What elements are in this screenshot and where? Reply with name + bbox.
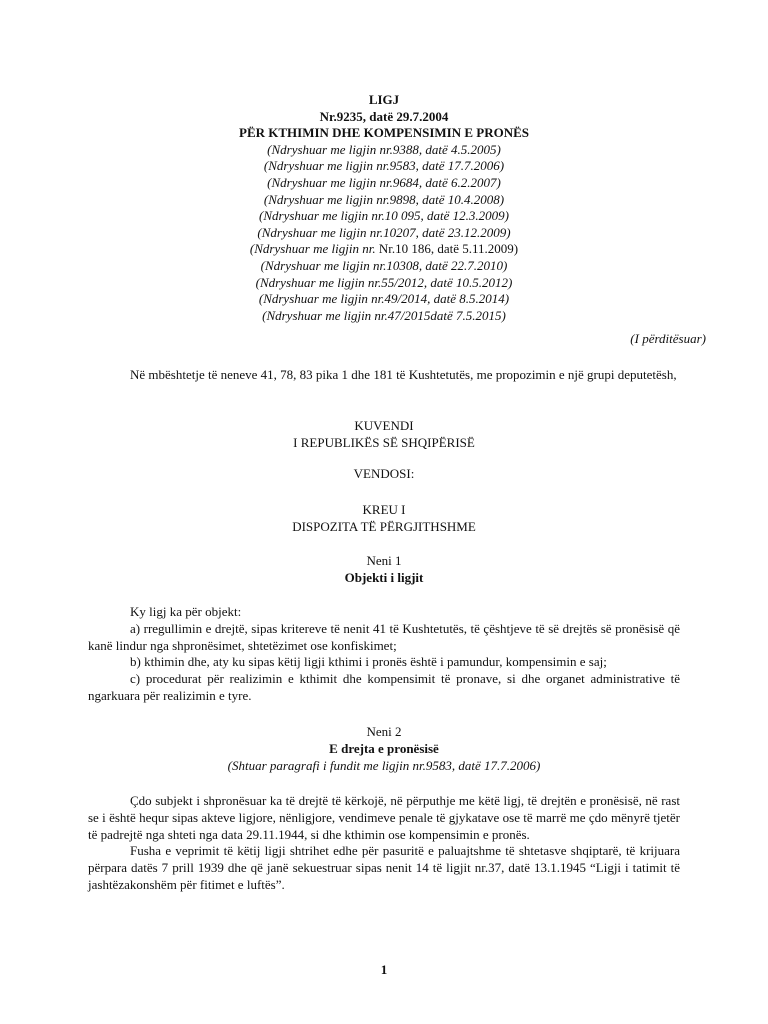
amendment-line: (Ndryshuar me ligjin nr.49/2014, datë 8.5.2014) (258, 291, 510, 307)
amendment-line-mixed (88, 241, 680, 258)
amendment-line: (Ndryshuar me ligjin nr.9898, datë 10.4.2008) (263, 191, 505, 207)
amendment-line: (Ndryshuar me ligjin nr.9684, datë 6.2.2007) (267, 174, 501, 190)
article-1-heading (88, 553, 680, 587)
assembly-block (88, 418, 680, 452)
assembly-name: KUVENDI (354, 418, 414, 433)
article-2-title: E drejta e pronësisë (329, 740, 439, 756)
amendment-line: (Ndryshuar me ligjin nr.47/2015datë 7.5.2015) (262, 307, 506, 323)
law-subject: PËR KTHIMIN DHE KOMPENSIMIN E PRONËS (239, 125, 529, 141)
law-number: Nr.9235, datë 29.7.2004 (319, 108, 449, 124)
article-2-heading (88, 724, 680, 774)
assembly-republic: I REPUBLIKËS SË SHQIPËRISË (293, 434, 475, 450)
article-2-body (88, 793, 680, 894)
article-1-title: Objekti i ligjit (344, 569, 424, 585)
article-1-item-b: b) kthimin dhe, aty ku sipas këtij ligji kthimi i pronës është i pamundur, kompensimin e saj; (130, 654, 607, 670)
article-2-paragraph: Fusha e veprimit të këtij ligji shtrihet edhe për pasuritë e paluajtshme të shtetasve shqiptarë, të krijuara përpara datës 7 prill 1939 dhe që janë sekuestruar sipas nenit 14 të ligjit nr.37, datë 13.1.1945 “Ligji i tatimit të jashtëzakonshëm për fitimet e luftës”. (88, 843, 680, 892)
article-1-item-a: a) rregullimin e drejtë, sipas kritereve të nenit 41 të Kushtetutës, të çështjeve të së drejtës së pronësisë që kanë lindur nga shpronësimet, shtetëzimet ose konfiskimet; (88, 620, 680, 653)
amendment-line: (Ndryshuar me ligjin nr.10207, datë 23.12.2009) (257, 224, 511, 240)
article-1-intro: Ky ligj ka për objekt: (130, 604, 242, 619)
law-header (88, 92, 680, 324)
chapter-block (88, 502, 680, 536)
amendment-plain-part: Nr.10 186, datë 5.11.2009) (375, 241, 519, 257)
article-1-item-c: c) procedurat për realizimin e kthimit dhe kompensimit të pronave, si dhe organet administrative të ngarkuara për realizimin e tyre. (88, 671, 680, 703)
amendment-line: (Ndryshuar me ligjin nr.55/2012, datë 10.5.2012) (255, 274, 513, 290)
updated-note: (I përditësuar) (630, 331, 706, 346)
article-2-note: (Shtuar paragrafi i fundit me ligjin nr.9583, datë 17.7.2006) (227, 757, 541, 773)
amendment-line: (Ndryshuar me ligjin nr.10308, datë 22.7.2010) (260, 257, 508, 273)
preamble: Në mbështetje të neneve 41, 78, 83 pika 1 dhe 181 të Kushtetutës, me propozimin e një grupi deputetësh, (130, 367, 677, 382)
law-title: LIGJ (368, 92, 400, 107)
article-2-paragraph: Çdo subjekt i shpronësuar ka të drejtë të kërkojë, në përputhje me këtë ligj, të drejtën e pronësisë, në rast se i është hequr sipas akteve ligjore, nënligjore, vendimeve penale të gjykatave ose të marrë me çdo mënyrë tjetër të padrejtë nga shteti nga data 29.11.1944, si dhe kthimin ose kompensimin e pronës. (88, 793, 680, 842)
article-1-body (88, 604, 680, 705)
amendment-italic-part: (Ndryshuar me ligjin nr. (249, 241, 376, 257)
amendment-line: (Ndryshuar me ligjin nr.9388, datë 4.5.2005) (267, 141, 501, 157)
page-number: 1 (380, 962, 388, 977)
amendment-line: (Ndryshuar me ligjin nr.9583, datë 17.7.2006) (263, 158, 505, 174)
article-1-number: Neni 1 (366, 553, 402, 568)
chapter-number: KREU I (362, 502, 406, 517)
article-2-number: Neni 2 (366, 724, 402, 739)
decided-label: VENDOSI: (353, 466, 415, 481)
chapter-title: DISPOZITA TË PËRGJITHSHME (292, 518, 476, 534)
amendment-line: (Ndryshuar me ligjin nr.10 095, datë 12.3.2009) (259, 208, 509, 224)
